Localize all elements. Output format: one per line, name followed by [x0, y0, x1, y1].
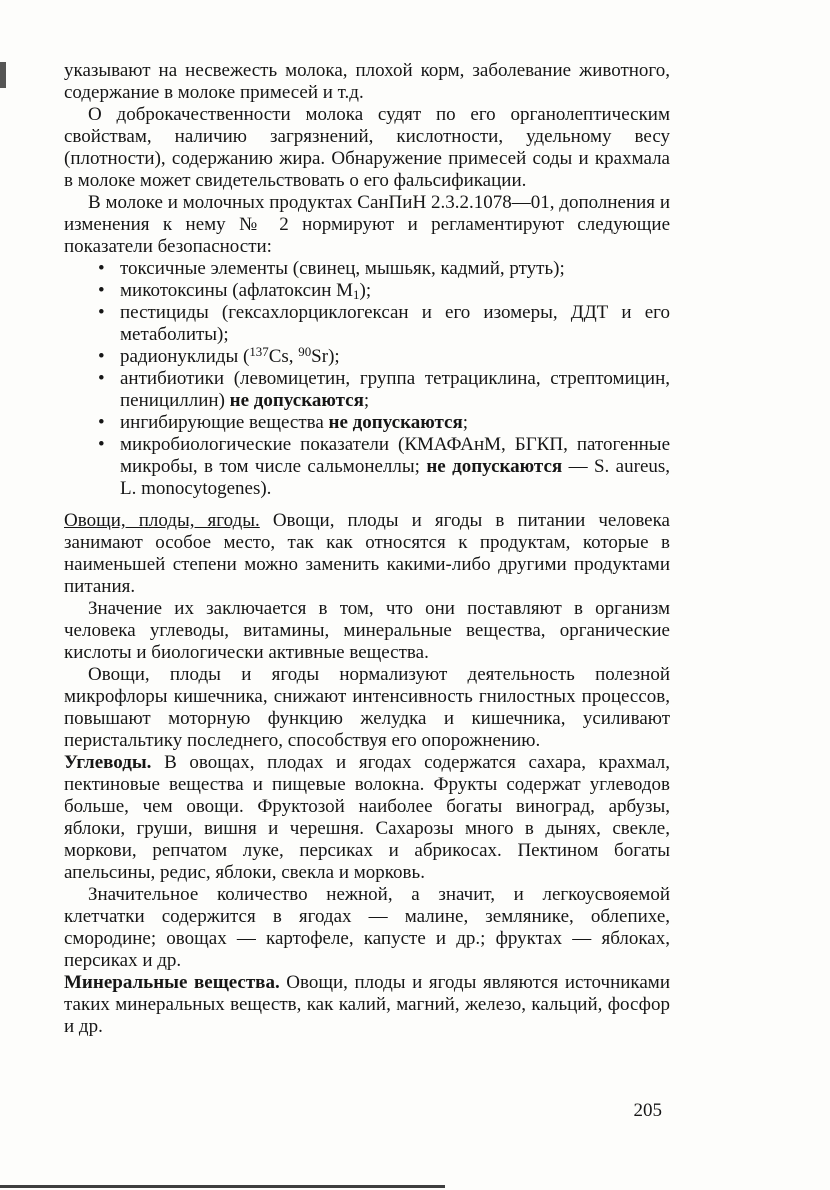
text-run: указывают на несвежесть молока, плохой корм, заболевание животного, содержание в молоке примесей и т.д. [64, 60, 670, 103]
text-run: В овощах, плодах и ягодах содержатся сахара, крахмал, пектиновые вещества и пищевые волокна. Фрукты содержат углеводов больше, чем овощи. Фруктозой наиболее богаты виноград, арбузы, яблоки, груши, вишня и черешня. Сахарозы много в дынях, свекле, моркови, репчатом луке, персиках и абрикосах. Пектином богаты апельсины, редис, яблоки, свекла и морковь. [64, 752, 670, 883]
scan-artifact-left [0, 62, 6, 88]
page-content [64, 60, 670, 1038]
list-item [120, 346, 670, 368]
text-run: Овощи, плоды и ягоды в питании человека занимают особое место, так как относятся к продуктам, которые в наименьшей степени можно заменить какими-либо другими продуктами питания. [64, 510, 670, 597]
text-run: О доброкачественности молока судят по его органолептическим свойствам, наличию загрязнений, кислотности, удельному весу (плотности), содержанию жира. Обнаружение примесей соды и крахмала в молоке может свидетельствовать о его фальсификации. [64, 104, 670, 191]
list-item [120, 434, 670, 500]
text-run: В молоке и молочных продуктах СанПиН 2.3.2.1078—01, дополнения и изменения к нему № 2 нормируют и регламентируют следующие показатели безопасности: [64, 192, 670, 257]
paragraph-milk-quality [64, 104, 670, 192]
page-number: 205 [633, 1100, 662, 1121]
text-run: 90 [298, 344, 312, 360]
text-run: Овощи, плоды, ягоды. [64, 510, 260, 531]
list-item [120, 302, 670, 346]
text-run: Минеральные вещества. [64, 972, 280, 993]
scan-artifact-bottom [0, 1185, 445, 1188]
list-item [120, 258, 670, 280]
text-run: Овощи, плоды и ягоды нормализуют деятельность полезной микрофлоры кишечника, снижают интенсивность гнилостных процессов, повышают моторную функцию желудка и кишечника, усиливают перистальтику последнего, способствуя его опорожнению. [64, 664, 670, 751]
text-run: 1 [353, 287, 360, 303]
paragraph-vegetables-heading [64, 510, 670, 598]
paragraph-minerals [64, 972, 670, 1038]
list-item [120, 368, 670, 412]
text-run: Значение их заключается в том, что они поставляют в организм человека углеводы, витамины, минеральные вещества, органические кислоты и биологически активные вещества. [64, 598, 670, 663]
text-run: микробиологические показатели (КМАФАнМ, БГКП, патогенные микробы, в том числе сальмонеллы; [120, 434, 670, 477]
paragraph-vegetables-value [64, 598, 670, 664]
text-run: не допускаются [328, 412, 463, 433]
paragraph-fiber [64, 884, 670, 972]
text-run: Значительное количество нежной, а значит, и легкоусвояемой клетчатки содержится в ягодах — малине, землянике, облепихе, смородине; овощах — картофеле, капусте и др.; фруктах — яблоках, персиках и др. [64, 884, 670, 971]
text-run: пестициды (гексахлорциклогексан и его изомеры, ДДТ и его метаболиты); [120, 302, 670, 345]
text-run: 137 [249, 344, 269, 360]
text-run: токсичные элементы (свинец, мышьяк, кадмий, ртуть); [120, 258, 565, 279]
text-run: ; [363, 390, 370, 411]
text-run: Cs, [268, 346, 299, 367]
paragraph-vegetables-microflora [64, 664, 670, 752]
text-run: антибиотики (левомицетин, группа тетрациклина, стрептомицин, пенициллин) [120, 368, 670, 411]
text-run: — S. aureus, L. monocytogenes). [120, 456, 671, 499]
paragraph-milk-spoilage-continuation [64, 60, 670, 104]
text-run: не допускаются [229, 390, 364, 411]
text-run: ; [462, 412, 469, 433]
text-run: Углеводы. [64, 752, 152, 773]
text-run: радионуклиды ( [120, 346, 250, 367]
paragraph-carbohydrates [64, 752, 670, 884]
list-item [120, 280, 670, 302]
paragraph-sanpin-intro [64, 192, 670, 258]
text-run: ингибирующие вещества [120, 412, 329, 433]
text-run: Sr); [311, 346, 340, 367]
text-run: ); [359, 280, 372, 301]
text-run: микотоксины (афлатоксин M [120, 280, 354, 301]
text-run: Овощи, плоды и ягоды являются источниками таких минеральных веществ, как калий, магний, железо, кальций, фосфор и др. [64, 972, 671, 1037]
text-run: не допускаются [426, 456, 563, 477]
safety-indicators-list [64, 258, 670, 500]
list-item [120, 412, 670, 434]
